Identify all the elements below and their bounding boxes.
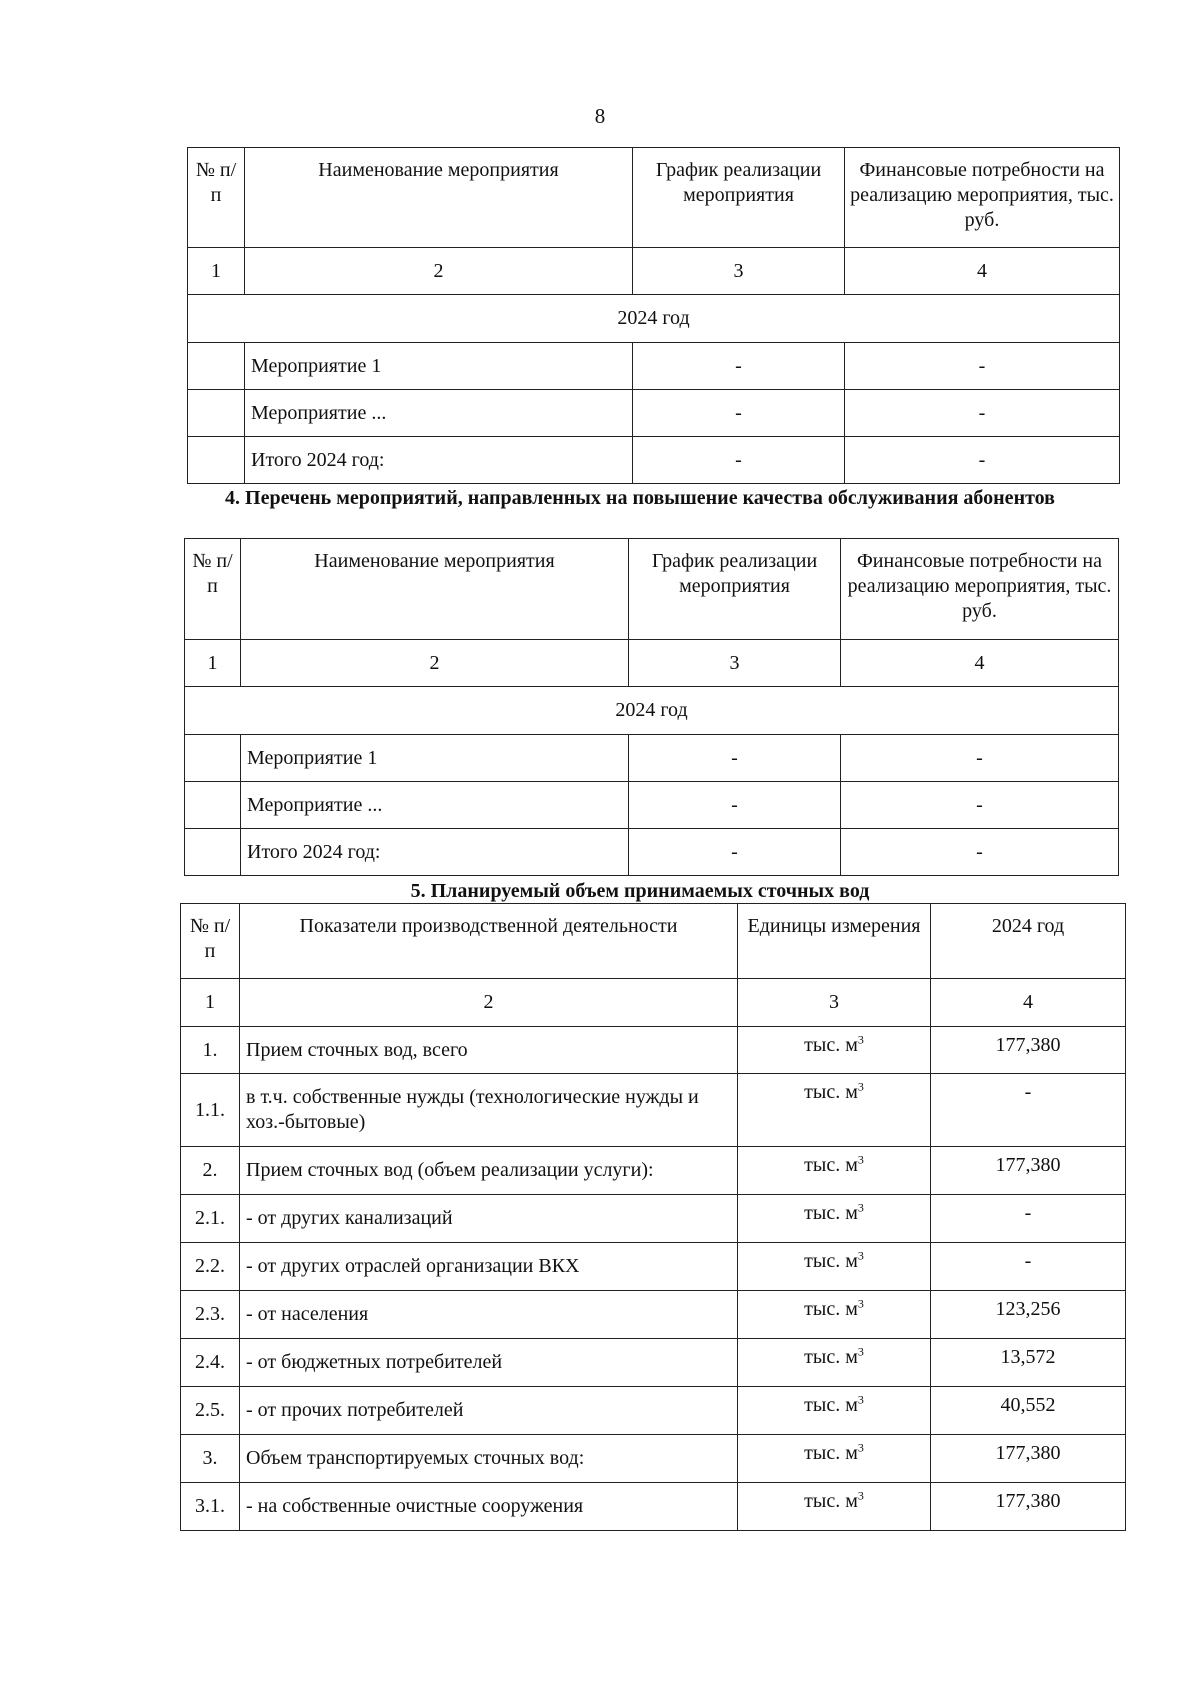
- unit-value: [738, 1483, 931, 1531]
- table-row: [181, 1243, 1126, 1291]
- activity-name: Итого 2024 год:: [241, 829, 629, 876]
- indicator-name: - на собственные очистные сооружения: [240, 1483, 738, 1531]
- finance-value: -: [841, 735, 1119, 782]
- schedule-value: -: [629, 782, 841, 829]
- column-number-row: [185, 640, 1119, 687]
- schedule-value: -: [629, 829, 841, 876]
- table-row: [185, 735, 1119, 782]
- table-row: [181, 1387, 1126, 1435]
- activities-table-2: [184, 538, 1119, 876]
- unit-superscript: 3: [857, 1079, 864, 1094]
- unit-superscript: 3: [857, 1440, 864, 1455]
- unit-base: тыс. м: [804, 1490, 858, 1512]
- unit-value: [738, 1195, 931, 1243]
- table-row: [181, 1435, 1126, 1483]
- header-finance: Финансовые потребности на реализацию мероприятия, тыс. руб.: [841, 539, 1119, 640]
- year-value: -: [931, 1243, 1126, 1291]
- unit-value: [738, 1339, 931, 1387]
- table-row: [181, 1074, 1126, 1147]
- row-number: 2.: [181, 1147, 240, 1195]
- header-finance: Финансовые потребности на реализацию мероприятия, тыс. руб.: [845, 148, 1120, 248]
- header-indicator: Показатели производственной деятельности: [240, 904, 738, 979]
- table-row: [181, 1291, 1126, 1339]
- unit-base: тыс. м: [804, 1442, 858, 1464]
- page-number: 8: [594, 104, 606, 128]
- row-number: 1.1.: [181, 1074, 240, 1147]
- table-row: [181, 1027, 1126, 1074]
- indicator-name: в т.ч. собственные нужды (технологические нужды и хоз.-бытовые): [240, 1074, 738, 1147]
- column-number-row: [181, 979, 1126, 1027]
- row-number: 2.5.: [181, 1387, 240, 1435]
- table-header-row: [181, 904, 1126, 979]
- year-value: 177,380: [931, 1147, 1126, 1195]
- year-value: -: [931, 1074, 1126, 1147]
- activity-name: Мероприятие ...: [241, 782, 629, 829]
- header-number: № п/п: [188, 148, 245, 248]
- unit-base: тыс. м: [804, 1081, 858, 1103]
- table-row: [185, 782, 1119, 829]
- column-number: 1: [185, 640, 241, 687]
- unit-base: тыс. м: [804, 1346, 858, 1368]
- row-number: 3.: [181, 1435, 240, 1483]
- unit-value: [738, 1074, 931, 1147]
- schedule-value: -: [633, 343, 845, 390]
- row-number: 2.1.: [181, 1195, 240, 1243]
- row-number: 2.3.: [181, 1291, 240, 1339]
- unit-superscript: 3: [857, 1296, 864, 1311]
- year-label: 2024 год: [188, 295, 1120, 343]
- finance-value: -: [845, 437, 1120, 484]
- finance-value: -: [845, 390, 1120, 437]
- unit-superscript: 3: [857, 1032, 864, 1047]
- row-number: 1.: [181, 1027, 240, 1074]
- header-activity-name: Наименование мероприятия: [245, 148, 633, 248]
- year-value: 40,552: [931, 1387, 1126, 1435]
- unit-base: тыс. м: [804, 1250, 858, 1272]
- column-number: 3: [738, 979, 931, 1027]
- indicator-name: - от других канализаций: [240, 1195, 738, 1243]
- row-number: [185, 735, 241, 782]
- row-number: [188, 390, 245, 437]
- table-row: [181, 1195, 1126, 1243]
- unit-superscript: 3: [857, 1200, 864, 1215]
- indicator-name: - от населения: [240, 1291, 738, 1339]
- indicator-name: - от бюджетных потребителей: [240, 1339, 738, 1387]
- unit-superscript: 3: [857, 1344, 864, 1359]
- unit-value: [738, 1387, 931, 1435]
- unit-value: [738, 1243, 931, 1291]
- finance-value: -: [845, 343, 1120, 390]
- indicator-name: Прием сточных вод (объем реализации услуги):: [240, 1147, 738, 1195]
- unit-value: [738, 1027, 931, 1074]
- section-5-title: 5. Планируемый объем принимаемых сточных вод: [410, 880, 870, 902]
- row-number: [185, 829, 241, 876]
- row-number: 2.2.: [181, 1243, 240, 1291]
- row-number: [188, 343, 245, 390]
- header-year: 2024 год: [931, 904, 1126, 979]
- indicator-name: Прием сточных вод, всего: [240, 1027, 738, 1074]
- table-row: [188, 437, 1120, 484]
- table-row: [188, 390, 1120, 437]
- indicator-name: - от других отраслей организации ВКХ: [240, 1243, 738, 1291]
- year-value: 177,380: [931, 1483, 1126, 1531]
- year-value: 177,380: [931, 1435, 1126, 1483]
- unit-superscript: 3: [857, 1392, 864, 1407]
- header-schedule: График реализации мероприятия: [629, 539, 841, 640]
- table-row: [185, 829, 1119, 876]
- row-number: 2.4.: [181, 1339, 240, 1387]
- activity-name: Мероприятие 1: [241, 735, 629, 782]
- header-number: № п/п: [185, 539, 241, 640]
- year-value: 177,380: [931, 1027, 1126, 1074]
- indicator-name: Объем транспортируемых сточных вод:: [240, 1435, 738, 1483]
- header-activity-name: Наименование мероприятия: [241, 539, 629, 640]
- year-value: 123,256: [931, 1291, 1126, 1339]
- unit-base: тыс. м: [804, 1154, 858, 1176]
- activity-name: Мероприятие ...: [245, 390, 633, 437]
- unit-base: тыс. м: [804, 1034, 858, 1056]
- year-label: 2024 год: [185, 687, 1119, 735]
- unit-value: [738, 1435, 931, 1483]
- indicator-name: - от прочих потребителей: [240, 1387, 738, 1435]
- table-row: [181, 1483, 1126, 1531]
- activities-table-1: [187, 147, 1120, 484]
- unit-base: тыс. м: [804, 1202, 858, 1224]
- header-unit: Единицы измерения: [738, 904, 931, 979]
- header-number: № п/п: [181, 904, 240, 979]
- activity-name: Мероприятие 1: [245, 343, 633, 390]
- unit-value: [738, 1291, 931, 1339]
- column-number: 4: [841, 640, 1119, 687]
- table-header-row: [188, 148, 1120, 248]
- column-number: 2: [240, 979, 738, 1027]
- activity-name: Итого 2024 год:: [245, 437, 633, 484]
- wastewater-rows: [181, 1027, 1126, 1531]
- year-row: [185, 687, 1119, 735]
- column-number: 4: [931, 979, 1126, 1027]
- finance-value: -: [841, 829, 1119, 876]
- table-row: [181, 1339, 1126, 1387]
- row-number: [188, 437, 245, 484]
- column-number: 2: [245, 248, 633, 295]
- column-number: 3: [629, 640, 841, 687]
- schedule-value: -: [629, 735, 841, 782]
- schedule-value: -: [633, 390, 845, 437]
- table-row: [181, 1147, 1126, 1195]
- finance-value: -: [841, 782, 1119, 829]
- schedule-value: -: [633, 437, 845, 484]
- unit-superscript: 3: [857, 1488, 864, 1503]
- table-row: [188, 343, 1120, 390]
- column-number: 1: [181, 979, 240, 1027]
- unit-base: тыс. м: [804, 1298, 858, 1320]
- year-value: -: [931, 1195, 1126, 1243]
- unit-superscript: 3: [857, 1152, 864, 1167]
- unit-superscript: 3: [857, 1248, 864, 1263]
- row-number: [185, 782, 241, 829]
- unit-base: тыс. м: [804, 1394, 858, 1416]
- table-header-row: [185, 539, 1119, 640]
- column-number: 3: [633, 248, 845, 295]
- column-number: 1: [188, 248, 245, 295]
- row-number: 3.1.: [181, 1483, 240, 1531]
- year-value: 13,572: [931, 1339, 1126, 1387]
- section-4-title: 4. Перечень мероприятий, направленных на повышение качества обслуживания абонентов: [225, 487, 1055, 509]
- column-number-row: [188, 248, 1120, 295]
- unit-value: [738, 1147, 931, 1195]
- column-number: 2: [241, 640, 629, 687]
- header-schedule: График реализации мероприятия: [633, 148, 845, 248]
- column-number: 4: [845, 248, 1120, 295]
- year-row: [188, 295, 1120, 343]
- wastewater-volume-table: [180, 903, 1126, 1531]
